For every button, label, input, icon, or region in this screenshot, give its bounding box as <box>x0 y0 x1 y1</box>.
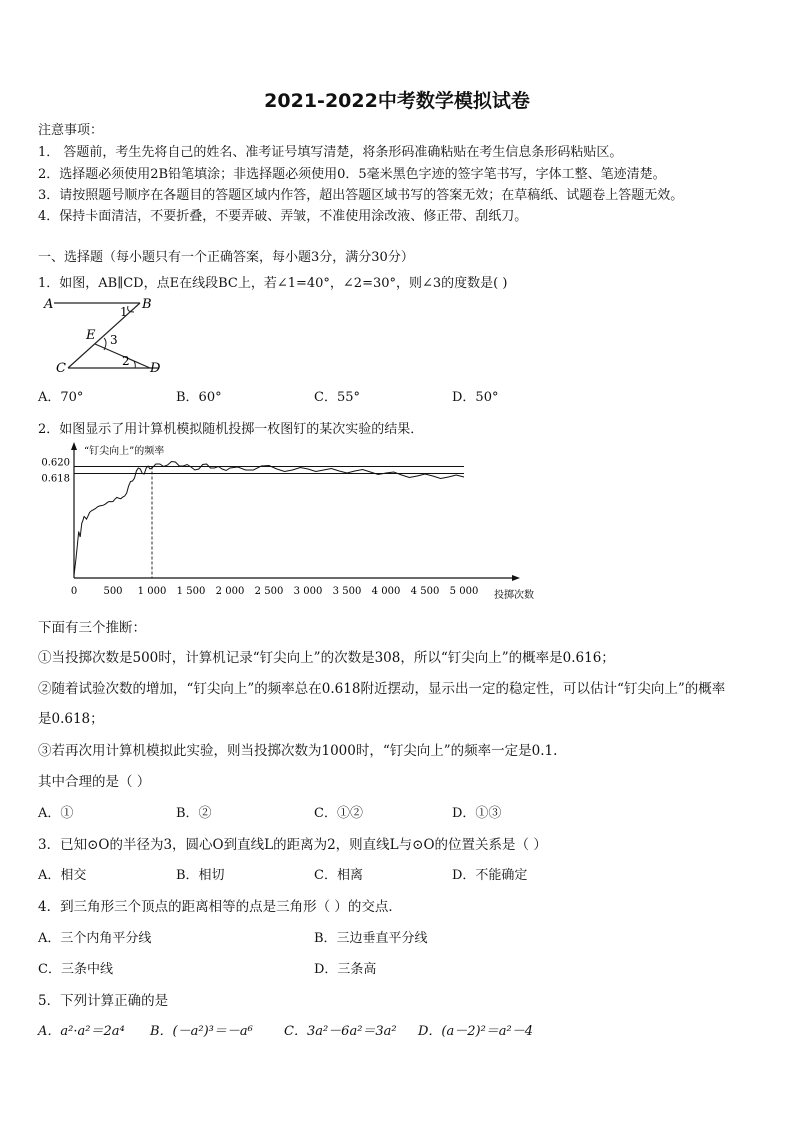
q2-inference-3: ③若再次用计算机模拟此实验，则当投掷次数为1000时，“钉尖向上”的频率一定是0.1. <box>38 743 558 759</box>
x-tick-label: 1 500 <box>176 586 206 597</box>
q2-option-a[interactable]: A．① <box>38 806 74 821</box>
q1-figure <box>40 292 170 378</box>
x-tick-label: 0 <box>70 586 78 597</box>
q5-option-a[interactable]: A．a²·a²＝2a⁴ <box>38 1024 125 1039</box>
notice-heading: 注意事项： <box>38 123 104 138</box>
y-tick-label: 0.620 <box>41 457 70 469</box>
question-5-stem: 5．下列计算正确的是 <box>38 993 169 1009</box>
x-tick-label: 2 500 <box>254 586 284 597</box>
frequency-series-line <box>74 462 464 576</box>
q5-option-d[interactable]: D．(a－2)²＝a²－4 <box>418 1024 534 1039</box>
q5-option-b[interactable]: B．(－a²)³＝－a⁶ <box>150 1024 253 1039</box>
q1-option-a[interactable]: A．70° <box>38 390 84 405</box>
notice-item: 3．请按照题号顺序在各题目的答题区域内作答，超出答题区域书写的答案无效；在草稿纸、试题卷上答题无效。 <box>38 188 684 203</box>
q3-option-d[interactable]: D．不能确定 <box>452 868 528 883</box>
q3-option-c[interactable]: C．相离 <box>314 868 363 883</box>
question-2-stem: 2．如图显示了用计算机模拟随机投掷一枚图钉的某次实验的结果． <box>38 422 424 437</box>
notice-item: 2．选择题必须使用2B铅笔填涂；非选择题必须使用0．5毫米黑色字迹的签字笔书写，字体工整、笔迹清楚。 <box>38 167 666 182</box>
label-d: D <box>150 361 161 376</box>
q2-inference-2: ②随着试验次数的增加，“钉尖向上”的频率总在0.618附近摆动，显示出一定的稳定性，可以估计“钉尖向上”的概率 <box>38 681 726 697</box>
y-axis-arrow <box>71 442 77 450</box>
q4-option-b[interactable]: B．三边垂直平分线 <box>314 931 428 946</box>
q2-option-d[interactable]: D．①③ <box>452 806 502 821</box>
question-1-stem: 1．如图，AB∥CD，点E在线段BC上，若∠1=40°，∠2=30°，则∠3的度数是( ) <box>38 276 508 291</box>
x-tick-label: 3 000 <box>293 586 323 597</box>
q1-option-b[interactable]: B．60° <box>176 390 222 405</box>
label-a: A <box>44 297 54 312</box>
q5-option-c[interactable]: C．3a²－6a²＝3a² <box>284 1024 397 1039</box>
label-c: C <box>56 361 66 376</box>
q3-option-b[interactable]: B．相切 <box>176 868 225 883</box>
x-tick-label: 4 500 <box>410 586 440 597</box>
q3-option-a[interactable]: A．相交 <box>38 868 87 883</box>
y-tick-label: 0.618 <box>41 473 70 485</box>
q2-ask: 其中合理的是（ ） <box>38 774 151 790</box>
q2-inference-2-cont: 是0.618； <box>38 711 104 727</box>
q2-inference-1: ①当投掷次数是500时，计算机记录“钉尖向上”的次数是308，所以“钉尖向上”的概率是0.616； <box>38 650 615 666</box>
x-tick-label: 3 500 <box>332 586 362 597</box>
section-heading: 一、选择题（每小题只有一个正确答案，每小题3分，满分30分） <box>38 250 414 265</box>
y-axis-label: “钉尖向上”的频率 <box>84 446 165 457</box>
notice-item: 1． 答题前，考生先将自己的姓名、准考证号填写清楚，将条形码准确粘贴在考生信息条形码粘贴区。 <box>38 145 623 160</box>
x-tick-label: 2 000 <box>215 586 245 597</box>
label-e: E <box>86 328 96 343</box>
q2-option-b[interactable]: B．② <box>176 806 212 821</box>
q4-option-a[interactable]: A．三个内角平分线 <box>38 931 152 946</box>
x-axis-label: 投掷次数 <box>494 590 534 601</box>
notice-item: 4．保持卡面清洁，不要折叠，不要弄破、弄皱，不准使用涂改液、修正带、刮纸刀。 <box>38 209 528 224</box>
q1-option-c[interactable]: C．55° <box>314 390 360 405</box>
frequency-chart <box>34 438 554 602</box>
q2-option-c[interactable]: C．①② <box>314 806 363 821</box>
question-4-stem: 4．到三角形三个顶点的距离相等的点是三角形（ ）的交点． <box>38 899 402 915</box>
x-tick-label: 1 000 <box>137 586 167 597</box>
q1-option-d[interactable]: D．50° <box>452 390 499 405</box>
x-tick-label: 4 000 <box>371 586 401 597</box>
label-angle-3: 3 <box>110 333 118 347</box>
x-tick-label: 500 <box>103 586 123 597</box>
question-3-stem: 3．已知⊙O的半径为3，圆心O到直线L的距离为2，则直线L与⊙O的位置关系是（ ） <box>38 837 547 853</box>
q2-intro: 下面有三个推断： <box>38 620 146 636</box>
label-angle-2: 2 <box>122 354 130 368</box>
label-angle-1: 1 <box>120 305 128 319</box>
x-axis-arrow <box>512 575 520 581</box>
label-b: B <box>142 297 152 312</box>
x-tick-label: 5 000 <box>449 586 479 597</box>
q4-option-d[interactable]: D．三条高 <box>314 962 377 977</box>
q4-option-c[interactable]: C．三条中线 <box>38 962 113 977</box>
page-title: 2021-2022中考数学模拟试卷 <box>264 90 530 112</box>
